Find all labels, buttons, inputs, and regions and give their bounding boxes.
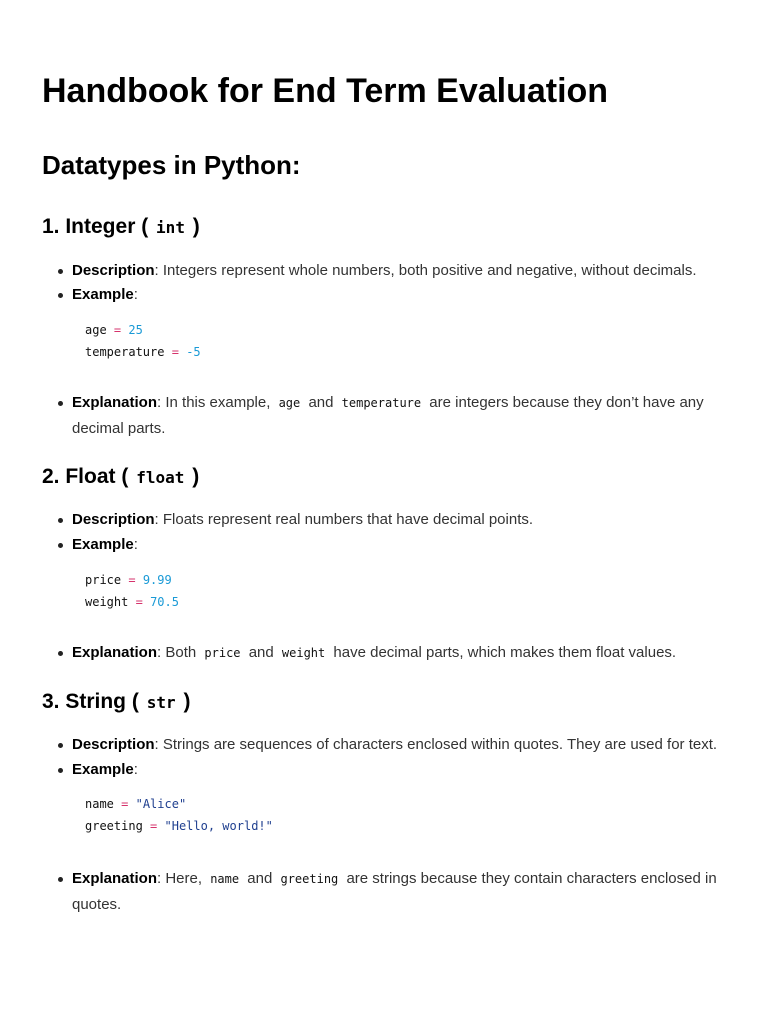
explanation-item: Explanation: Here, name and greeting are strings because they contain characters enclosed in quotes. <box>72 866 728 917</box>
section-title: Datatypes in Python: <box>42 150 301 180</box>
code-line: age = 25 <box>85 323 143 337</box>
description-item: Description: Strings are sequences of characters enclosed within quotes. They are used for text. <box>72 732 728 757</box>
description-item: Description: Integers represent whole numbers, both positive and negative, without decimals. <box>72 258 728 283</box>
inline-code: price <box>204 646 241 660</box>
example-item: Example: <box>72 757 728 782</box>
example-item: Example: <box>72 532 728 557</box>
code-line: temperature = -5 <box>85 345 201 359</box>
section-heading: 1. Integer ( int ) <box>42 215 200 238</box>
code-block <box>85 319 201 363</box>
section-heading: 2. Float ( float ) <box>42 465 200 488</box>
heading-code: float <box>136 468 185 487</box>
example-item: Example: <box>72 282 728 307</box>
heading-code: int <box>156 218 185 237</box>
code-block <box>85 793 273 837</box>
inline-code: weight <box>281 646 326 660</box>
code-line: greeting = "Hello, world!" <box>85 819 273 833</box>
explanation-item: Explanation: Both price and weight have decimal parts, which makes them float values. <box>72 640 728 666</box>
code-line: name = "Alice" <box>85 797 187 811</box>
inline-code: name <box>210 872 240 886</box>
code-line: weight = 70.5 <box>85 595 179 609</box>
page-title: Handbook for End Term Evaluation <box>42 72 609 110</box>
section-heading: 3. String ( str ) <box>42 690 191 713</box>
description-item: Description: Floats represent real numbers that have decimal points. <box>72 507 728 532</box>
inline-code: temperature <box>341 396 422 410</box>
inline-code: greeting <box>280 872 339 886</box>
explanation-item: Explanation: In this example, age and temperature are integers because they don’t have any decimal parts. <box>72 390 728 441</box>
code-line: price = 9.99 <box>85 573 172 587</box>
code-block <box>85 569 179 613</box>
inline-code: age <box>278 396 301 410</box>
heading-code: str <box>146 693 176 712</box>
